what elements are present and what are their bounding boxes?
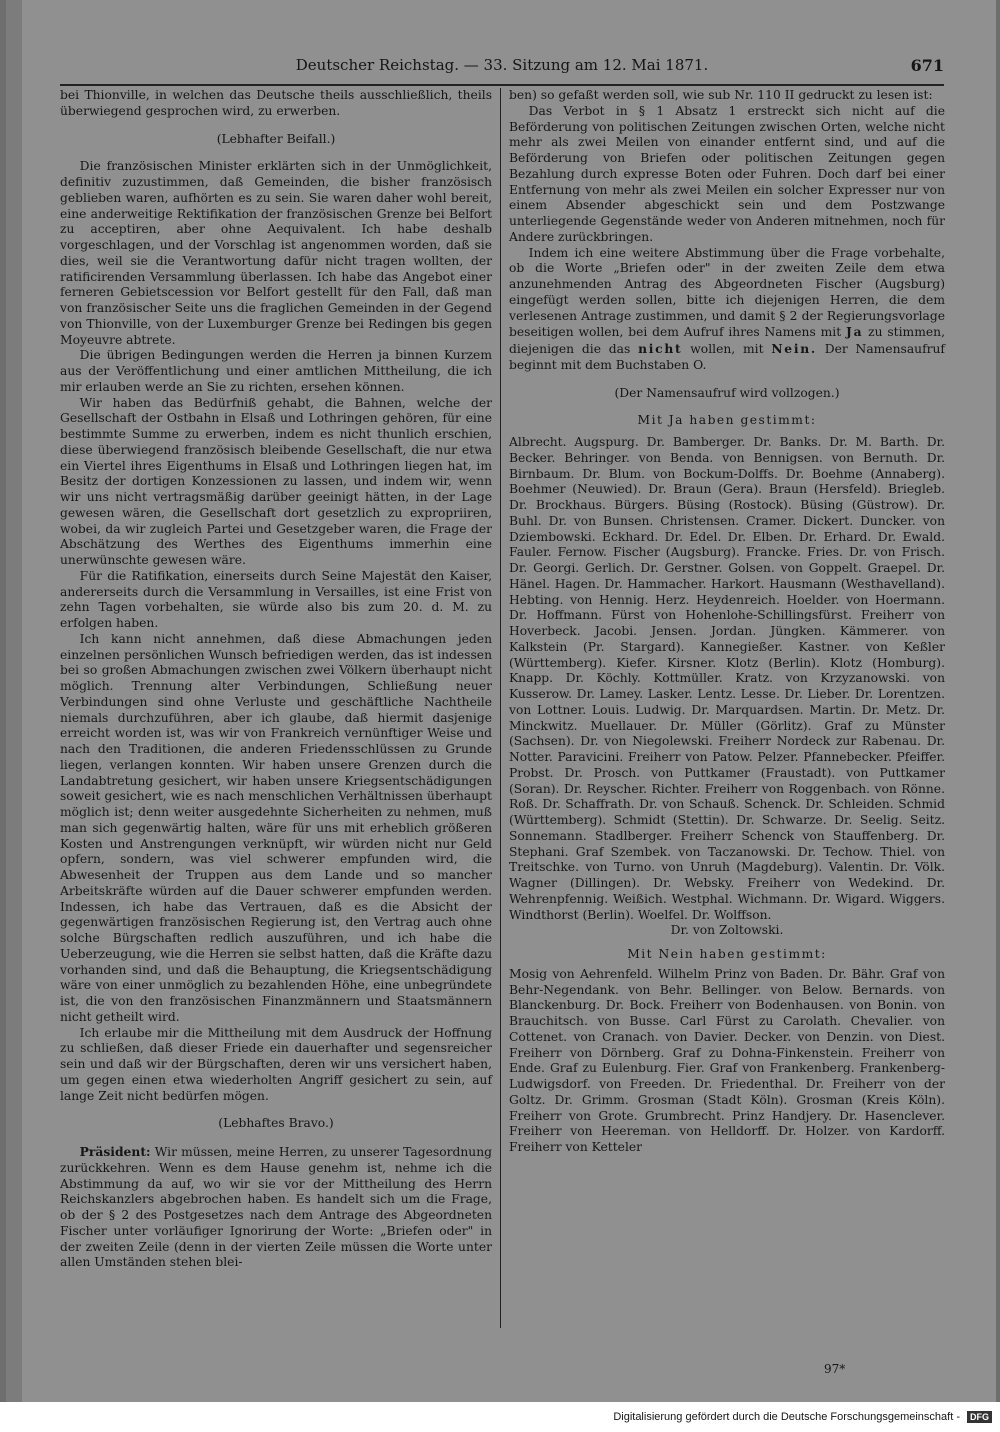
stage-direction: (Lebhaftes Bravo.) xyxy=(218,1116,334,1131)
paragraph: Ich kann nicht annehmen, daß diese Abmachungen jeden einzelnen persönlichen Wunsch befriedigen werden, das ist indessen bei so großen Abmachungen zwischen zwei Völkern überhaupt nicht möglich. Trennung alter Verbindungen, Schließung neuer Verbindungen sind ohne Verluste und geschäftliche Nachtheile niemals durchzuführen, aber ich glaube, daß hiermit dasjenige erreicht worden ist, was wir von Frankreich vernünftiger Weise und nach den Traditionen, die anderen Friedensschlüssen zu Grunde liegen, verlangen konnten. Wir haben unsere Grenzen durch die Landabtretung gesichert, wir haben unsere Kriegsentschädigungen soweit gesichert, wie es nach menschlichen Verhältnissen überhaupt möglich ist; denn weiter ausgedehnte Sicherheiten zu nehmen, muß man sich gegenwärtig halten, wäre für uns mit erheblich größeren Kosten und Anstrengungen verknüpft, wir würden nicht nur Geld opfern, sondern, was viel schwerer empfunden wird, die Abwesenheit der Truppen aus dem Lande und so mancher Arbeitskräfte würden auf die Dauer schwerer empfunden werden. Indessen, ich habe das Vertrauen, daß es die Absicht der gegenwärtigen französischen Regierung ist, den Vertrag auch ohne solche Bürgschaften redlich auszuführen, und ich habe die Ueberzeugung, wie die Herren sie selbst hatten, daß die Kräfte dazu vorhanden sind, und daß die Behauptung, die Kriegsentschädigung wäre von einer unmöglich zu bezahlenden Höhe, eine unbegründete ist, die von den französischen Finanzmännern und Staatsmännern nicht getheilt wird. xyxy=(60,631,492,1024)
paragraph xyxy=(60,1144,492,1271)
footer-bar xyxy=(0,1402,1000,1432)
para-part: zu stimmen, diejenigen die das xyxy=(509,325,945,356)
page-fold-shadow xyxy=(6,0,22,1402)
quoted-text: Das Verbot in § 1 Absatz 1 erstreckt sich nicht auf die Beförderung von politischen Zeitungen zwischen Orten, welche nicht mehr als zwei Meilen von einander entfernt sind, und auf die Beförderung von Briefen oder politischen Zeitungen gegen Bezahlung durch expresse Boten oder Fuhren. Doch darf bei einer Entfernung von mehr als zwei Meilen ein solcher Expresser nur von einem Absender abgeschickt sein und dem Postzwange unterliegende Gegenstände weder von Anderen mitnehmen, noch für Andere zurückbringen. xyxy=(509,103,945,244)
running-title: Deutscher Reichstag. — 33. Sitzung am 12. Mai 1871. xyxy=(295,56,709,74)
speaker-label: Präsident: xyxy=(79,1144,151,1159)
paragraph: ben) so gefaßt werden soll, wie sub Nr. 110 II gedruckt zu lesen ist: xyxy=(509,88,933,102)
paragraph: Die übrigen Bedingungen werden die Herren ja binnen Kurzem aus der Veröffentlichung und einer amtlichen Mittheilung, die ich mir erlauben werde an Sie zu richten, ersehen können. xyxy=(60,348,492,394)
yes-names: Albrecht. Augspurg. Dr. Bamberger. Dr. Banks. Dr. M. Barth. Dr. Becker. Behringer. von Benda. von Bennigsen. von Bernuth. Dr. Birnbaum. Dr. Blum. von Bockum-Dolffs. Dr. Boehme (Annaberg). Boehmer (Neuwied). Dr. Braun (Gera). Braun (Hersfeld). Briegleb. Dr. Brockhaus. Bürgers. Büsing (Rostock). Büsing (Güstrow). Dr. Buhl. Dr. von Bunsen. Christensen. Cramer. Dickert. Duncker. von Dziembowski. Eckhard. Dr. Edel. Dr. Elben. Dr. Erhard. Dr. Ewald. Fauler. Fernow. Fischer (Augsburg). Francke. Fries. Dr. von Frisch. Dr. Georgi. Gerlich. Dr. Gerstner. Golsen. von Goppelt. Graepel. Dr. Hänel. Hagen. Dr. Hammacher. Harkort. Hausmann (Westhavelland). Hebting. von Hennig. Herz. Heydenreich. Hoelder. von Hoermann. Dr. Hoffmann. Fürst von Hohenlohe-Schillingsfürst. Freiherr von Hoverbeck. Jacobi. Jensen. Jordan. Jüngken. Kämmerer. von Kalkstein (Pr. Stargard). Kannegießer. Kastner. von Keßler (Württemberg). Kiefer. Kirsner. Klotz (Berlin). Klotz (Homburg). Knapp. Dr. Köchly. Kottmüller. Kratz. von Krzyzanowski. von Kusserow. Dr. Lamey. Lasker. Lentz. Lesse. Dr. Lieber. Dr. Lorentzen. von Lottner. Louis. Ludwig. Dr. Marquardsen. Martin. Dr. Metz. Dr. Minckwitz. Muellauer. Dr. Müller (Görlitz). Graf zu Münster (Sachsen). Dr. von Niegolewski. Freiherr Nordeck zur Rabenau. Dr. Notter. Paravicini. Freiherr von Patow. Pelzer. Pfannebecker. Pfeiffer. Probst. Dr. Prosch. von Puttkamer (Fraustadt). von Puttkamer (Soran). Dr. Reyscher. Richter. Freiherr von Roggenbach. von Rönne. Roß. Dr. Schaffrath. Dr. von Schauß. Schenck. Dr. Schleiden. Schmid (Württemberg). Schmidt (Stettin). Dr. Schwarze. Dr. Seelig. Seitz. Sonnemann. Stadlberger. Freiherr Schenck von Stauffenberg. Dr. Stephani. Graf Szembek. von Taczanowski. Dr. Techow. Thiel. von Treitschke. von Turno. von Unruh (Magdeburg). Valentin. Dr. Völk. Wagner (Dillingen). Dr. Websky. Freiherr von Wedekind. Dr. Wehrenpfennig. Weißich. Westphal. Wichmann. Dr. Wigard. Wiggers. Windthorst (Berlin). Woelfel. Dr. Wolffson. xyxy=(509,435,945,922)
stage-direction: (Lebhafter Beifall.) xyxy=(216,131,336,146)
no-heading: Mit Nein haben gestimmt: xyxy=(627,947,827,961)
para-part: Indem ich eine weitere Abstimmung über die Frage vorbehalte, ob die Worte „Briefen oder" in der zweiten Zeile dem etwa anzunehmenden Antrag des Abgeordneten Fischer (Augsburg) eingefügt werden sollen, bitte ich diejenigen Herren, die dem verlesenen Antrage zustimmen, und damit § 2 der Regierungsvorlage beseitigen wollen, bei dem Aufruf ihres Namens mit xyxy=(509,245,945,340)
paragraph: Wir haben das Bedürfniß gehabt, die Bahnen, welche der Gesellschaft der Ostbahn in Elsaß und Lothringen gehören, für eine bestimmte Summe zu erwerben, indem es nicht thunlich erschien, diese überwiegend französisch bleibende Gesellschaft, die nur etwa ein Viertel ihres Eigenthums in Elsaß und Lothringen liegen hat, im Besitz der dortigen Konzessionen zu lassen, und indem wir, wenn wir uns nicht vertragsmäßig darüber geeinigt hätten, in der Lage gewesen wären, die Gesellschaft dort gesetzlich zu expropriiren, wobei, da wir zugleich Partei und Gesetzgeber waren, die Frage der Abschätzung des Werthes des Eigenthums immerhin eine unerwünschte gewesen wäre. xyxy=(60,395,492,567)
header-rule xyxy=(60,84,944,86)
paragraph xyxy=(509,246,945,374)
emph-nein: Nein. xyxy=(771,341,817,356)
emph-ja: Ja xyxy=(846,324,864,340)
stage-direction: (Der Namensaufruf wird vollzogen.) xyxy=(614,385,840,400)
page-number: 671 xyxy=(910,56,944,75)
paragraph: Die französischen Minister erklärten sich in der Unmöglichkeit, definitiv zuzustimmen, daß Gemeinden, die bisher französisch geblieben waren, aufhörten es zu sein. Sie waren daher wohl bereit, eine anderweitige Rektifikation der französischen Grenze bei Belfort zu acceptiren, aber ohne Aequivalent. Ich habe deshalb vorgeschlagen, und der Vorschlag ist angenommen worden, daß sie dies, weil sie die Verantwortung dafür nicht tragen wollten, der ratificirenden Versammlung überlassen. Ich habe das Angebot einer ferneren Gebietscession vor Belfort gestellt für den Fall, daß man von französischer Seite uns die fraglichen Gemeinden in der Gegend von Thionville, von der Luxemburger Grenze bei Redingen bis gegen Moyeuvre abtrete. xyxy=(60,159,492,347)
paragraph: Für die Ratifikation, einerseits durch Seine Majestät den Kaiser, andererseits durch die Versammlung in Versailles, ist eine Frist von zehn Tagen vorbehalten, sie würde also bis zum 20. d. M. zu erfolgen haben. xyxy=(60,568,492,630)
para-part: Der Namensaufruf beginnt mit dem Buchstaben O. xyxy=(509,342,945,372)
speech-text: Wir müssen, meine Herren, zu unserer Tagesordnung zurückkehren. Wenn es dem Hause genehm ist, nehme ich die Abstimmung da auf, wo wir sie vor der Mittheilung des Herrn Reichskanzlers abgebrochen haben. Es handelt sich um die Frage, ob der § 2 des Postgesetzes nach dem Antrage des Abgeordneten Fischer unter vorläufiger Ignorirung der Worte: „Briefen oder" in der zweiten Zeile (denn in der vierten Zeile müssen die Worte unter allen Umständen stehen blei- xyxy=(60,1145,492,1270)
left-column xyxy=(60,88,492,1271)
paragraph: bei Thionville, in welchen das Deutsche theils ausschließlich, theils überwiegend gesprochen wird, zu erwerben. xyxy=(60,88,492,118)
paragraph: Ich erlaube mir die Mittheilung mit dem Ausdruck der Hoffnung zu schließen, daß dieser Friede ein dauerhafter und segensreicher sein und daß wir der Bürgschaften, deren wir uns versichert haben, um gegen einen etwa wiederholten Angriff gesichert zu sein, auf lange Zeit nicht bedürfen mögen. xyxy=(60,1025,492,1103)
para-part: wollen, mit xyxy=(690,342,764,356)
right-column xyxy=(509,88,945,1156)
yes-names-last: Dr. von Zoltowski. xyxy=(670,923,784,938)
emph-nicht: nicht xyxy=(638,341,683,356)
signature-mark: 97* xyxy=(824,1362,846,1376)
footer-text: Digitalisierung gefördert durch die Deutsche Forschungsgemeinschaft - xyxy=(613,1411,960,1423)
yes-heading: Mit Ja haben gestimmt: xyxy=(637,413,817,428)
column-divider xyxy=(500,88,501,1328)
no-names: Mosig von Aehrenfeld. Wilhelm Prinz von Baden. Dr. Bähr. Graf von Behr-Negendank. von Behr. Bellinger. von Below. Bernards. von Blanckenburg. Dr. Bock. Freiherr von Bodenhausen. von Bonin. von Brauchitsch. von Busse. Carl Fürst zu Carolath. Chevalier. von Cottenet. von Cranach. von Davier. Decker. von Denzin. von Diest. Freiherr von Dörnberg. Graf zu Dohna-Finkenstein. Freiherr von Ende. Graf zu Eulenburg. Fier. Graf von Frankenberg. Frankenberg-Ludwigsdorf. von Freeden. Dr. Friedenthal. Dr. Freiherr von der Goltz. Dr. Grimm. Grosman (Stadt Köln). Grosman (Kreis Köln). Freiherr von Grote. Grumbrecht. Prinz Handjery. Dr. Hasenclever. Freiherr von Heereman. von Helldorff. Dr. Holzer. von Kardorff. Freiherr von Ketteler xyxy=(509,966,945,1154)
dfg-logo: DFG xyxy=(967,1411,992,1423)
page-header xyxy=(60,56,944,80)
